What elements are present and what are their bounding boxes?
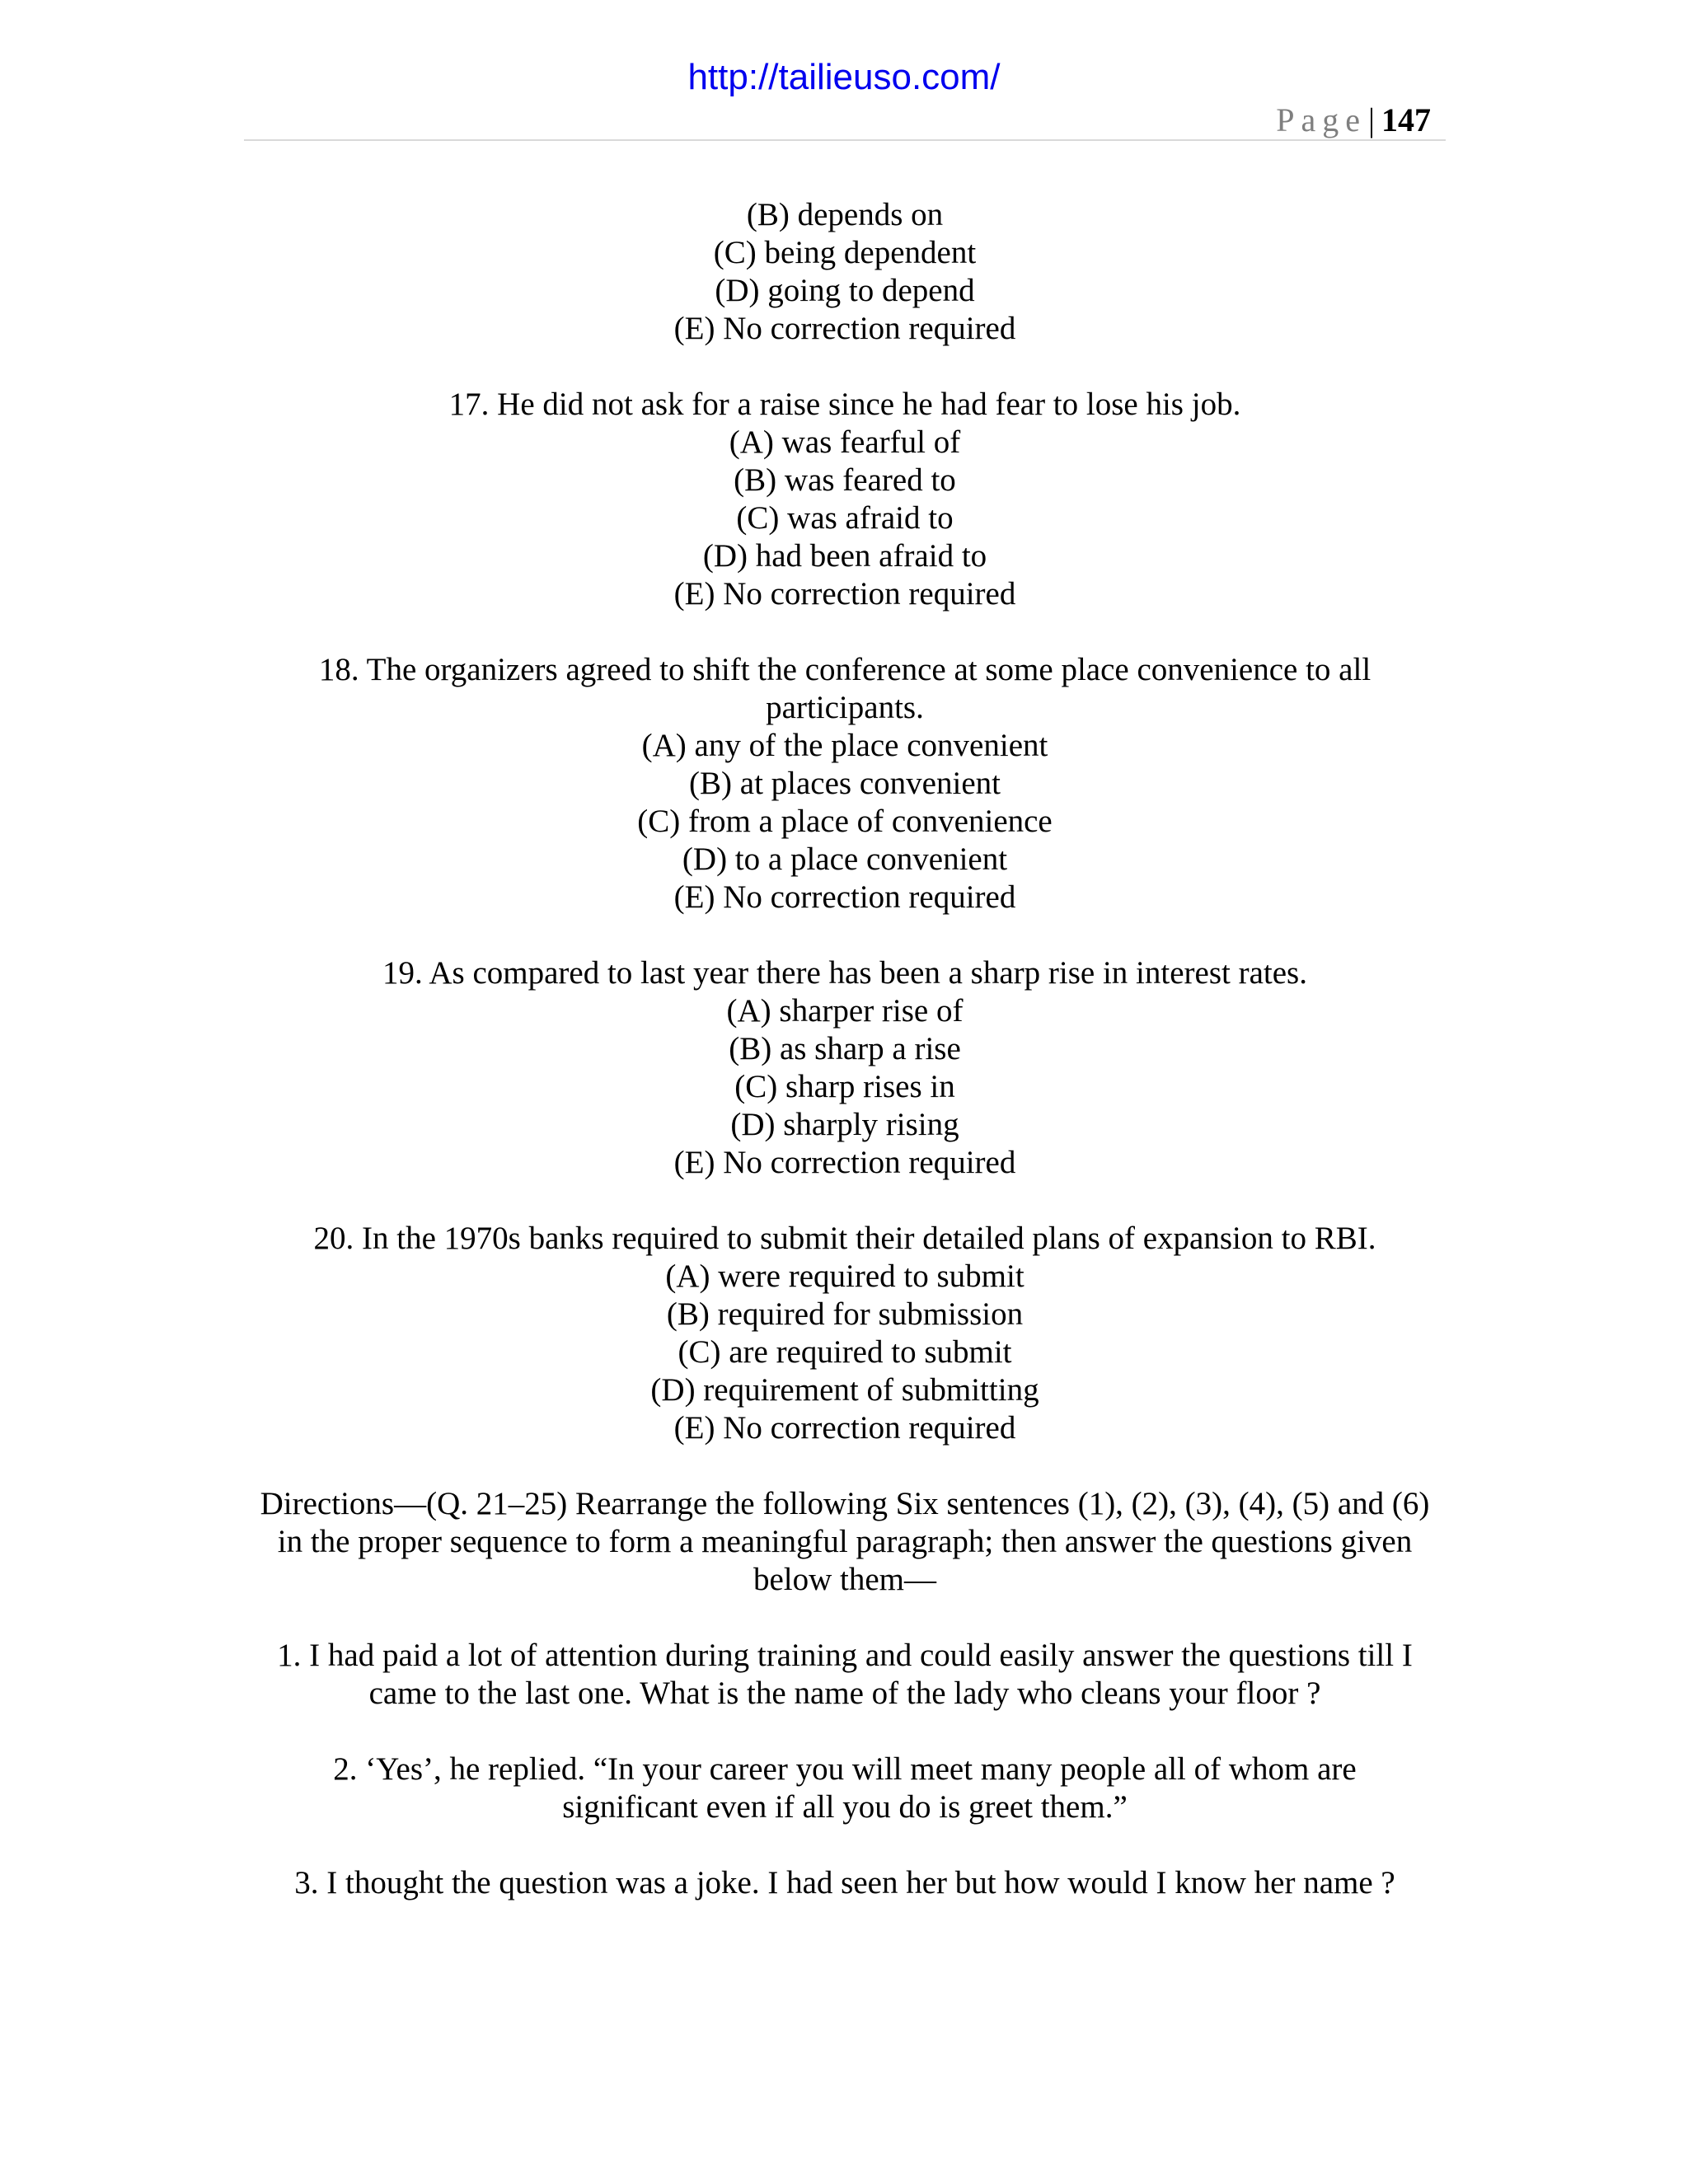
page-separator: | bbox=[1367, 101, 1375, 138]
sentence-text: 2. ‘Yes’, he replied. “In your career you will meet many people all of whom are significant even if all you do is greet them.” bbox=[333, 1751, 1357, 1825]
option-c: (C) from a place of convenience bbox=[637, 804, 1053, 839]
directions-text: Directions—(Q. 21–25) Rearrange the following Six sentences (1), (2), (3), (4), (5) and (6) in the proper sequence to form a meaningful paragraph; then answer the questions given below them— bbox=[260, 1486, 1430, 1597]
option-b: (B) at places convenient bbox=[689, 766, 1001, 801]
page-content bbox=[244, 196, 1446, 1940]
option-e: (E) No correction required bbox=[673, 1410, 1016, 1446]
option-d: (D) sharply rising bbox=[730, 1107, 959, 1142]
question-17 bbox=[244, 386, 1446, 613]
option-e: (E) No correction required bbox=[673, 311, 1016, 346]
page-number: 147 bbox=[1381, 101, 1431, 138]
option-a: (A) were required to submit bbox=[665, 1258, 1025, 1294]
option-a: (A) any of the place convenient bbox=[641, 728, 1048, 763]
option-c: (C) are required to submit bbox=[678, 1334, 1012, 1370]
option-d: (D) to a place convenient bbox=[682, 841, 1008, 877]
option-d: (D) requirement of submitting bbox=[650, 1372, 1039, 1408]
page-word: Page bbox=[1276, 101, 1367, 138]
option-d: (D) had been afraid to bbox=[702, 538, 987, 574]
option-e: (E) No correction required bbox=[673, 879, 1016, 915]
sentence-3 bbox=[244, 1864, 1446, 1902]
sentence-2 bbox=[244, 1750, 1446, 1826]
option-d: (D) going to depend bbox=[715, 273, 975, 308]
question-text: 19. As compared to last year there has been a sharp rise in interest rates. bbox=[382, 955, 1307, 991]
sentence-1 bbox=[244, 1637, 1446, 1713]
question-19 bbox=[244, 954, 1446, 1182]
option-e: (E) No correction required bbox=[673, 1145, 1016, 1180]
sentence-text: 3. I thought the question was a joke. I had seen her but how would I know her name ? bbox=[294, 1865, 1395, 1900]
option-b: (B) required for submission bbox=[666, 1296, 1024, 1332]
question-text: 20. In the 1970s banks required to submit their detailed plans of expansion to RBI. bbox=[313, 1221, 1376, 1256]
option-a: (A) sharper rise of bbox=[726, 993, 964, 1029]
option-c: (C) being dependent bbox=[713, 235, 977, 270]
option-e: (E) No correction required bbox=[673, 576, 1016, 612]
question-18 bbox=[244, 651, 1446, 916]
option-b: (B) as sharp a rise bbox=[729, 1031, 961, 1066]
option-a: (A) was fearful of bbox=[729, 424, 961, 460]
option-c: (C) was afraid to bbox=[736, 500, 954, 536]
page-number-label bbox=[1276, 97, 1431, 143]
option-c: (C) sharp rises in bbox=[734, 1069, 955, 1104]
header-url-link[interactable]: http://tailieuso.com/ bbox=[687, 57, 1001, 97]
directions bbox=[244, 1485, 1446, 1599]
header-divider bbox=[244, 139, 1446, 141]
question-20 bbox=[244, 1220, 1446, 1447]
option-b: (B) depends on bbox=[746, 197, 944, 232]
option-b: (B) was feared to bbox=[734, 462, 956, 498]
question-text: 17. He did not ask for a raise since he had fear to lose his job. bbox=[448, 387, 1241, 422]
question-text: 18. The organizers agreed to shift the conference at some place convenience to all participants. bbox=[318, 652, 1372, 725]
continued-options bbox=[244, 196, 1446, 348]
sentence-text: 1. I had paid a lot of attention during training and could easily answer the questions till I came to the last one. What is the name of the lady who cleans your floor ? bbox=[277, 1638, 1413, 1711]
